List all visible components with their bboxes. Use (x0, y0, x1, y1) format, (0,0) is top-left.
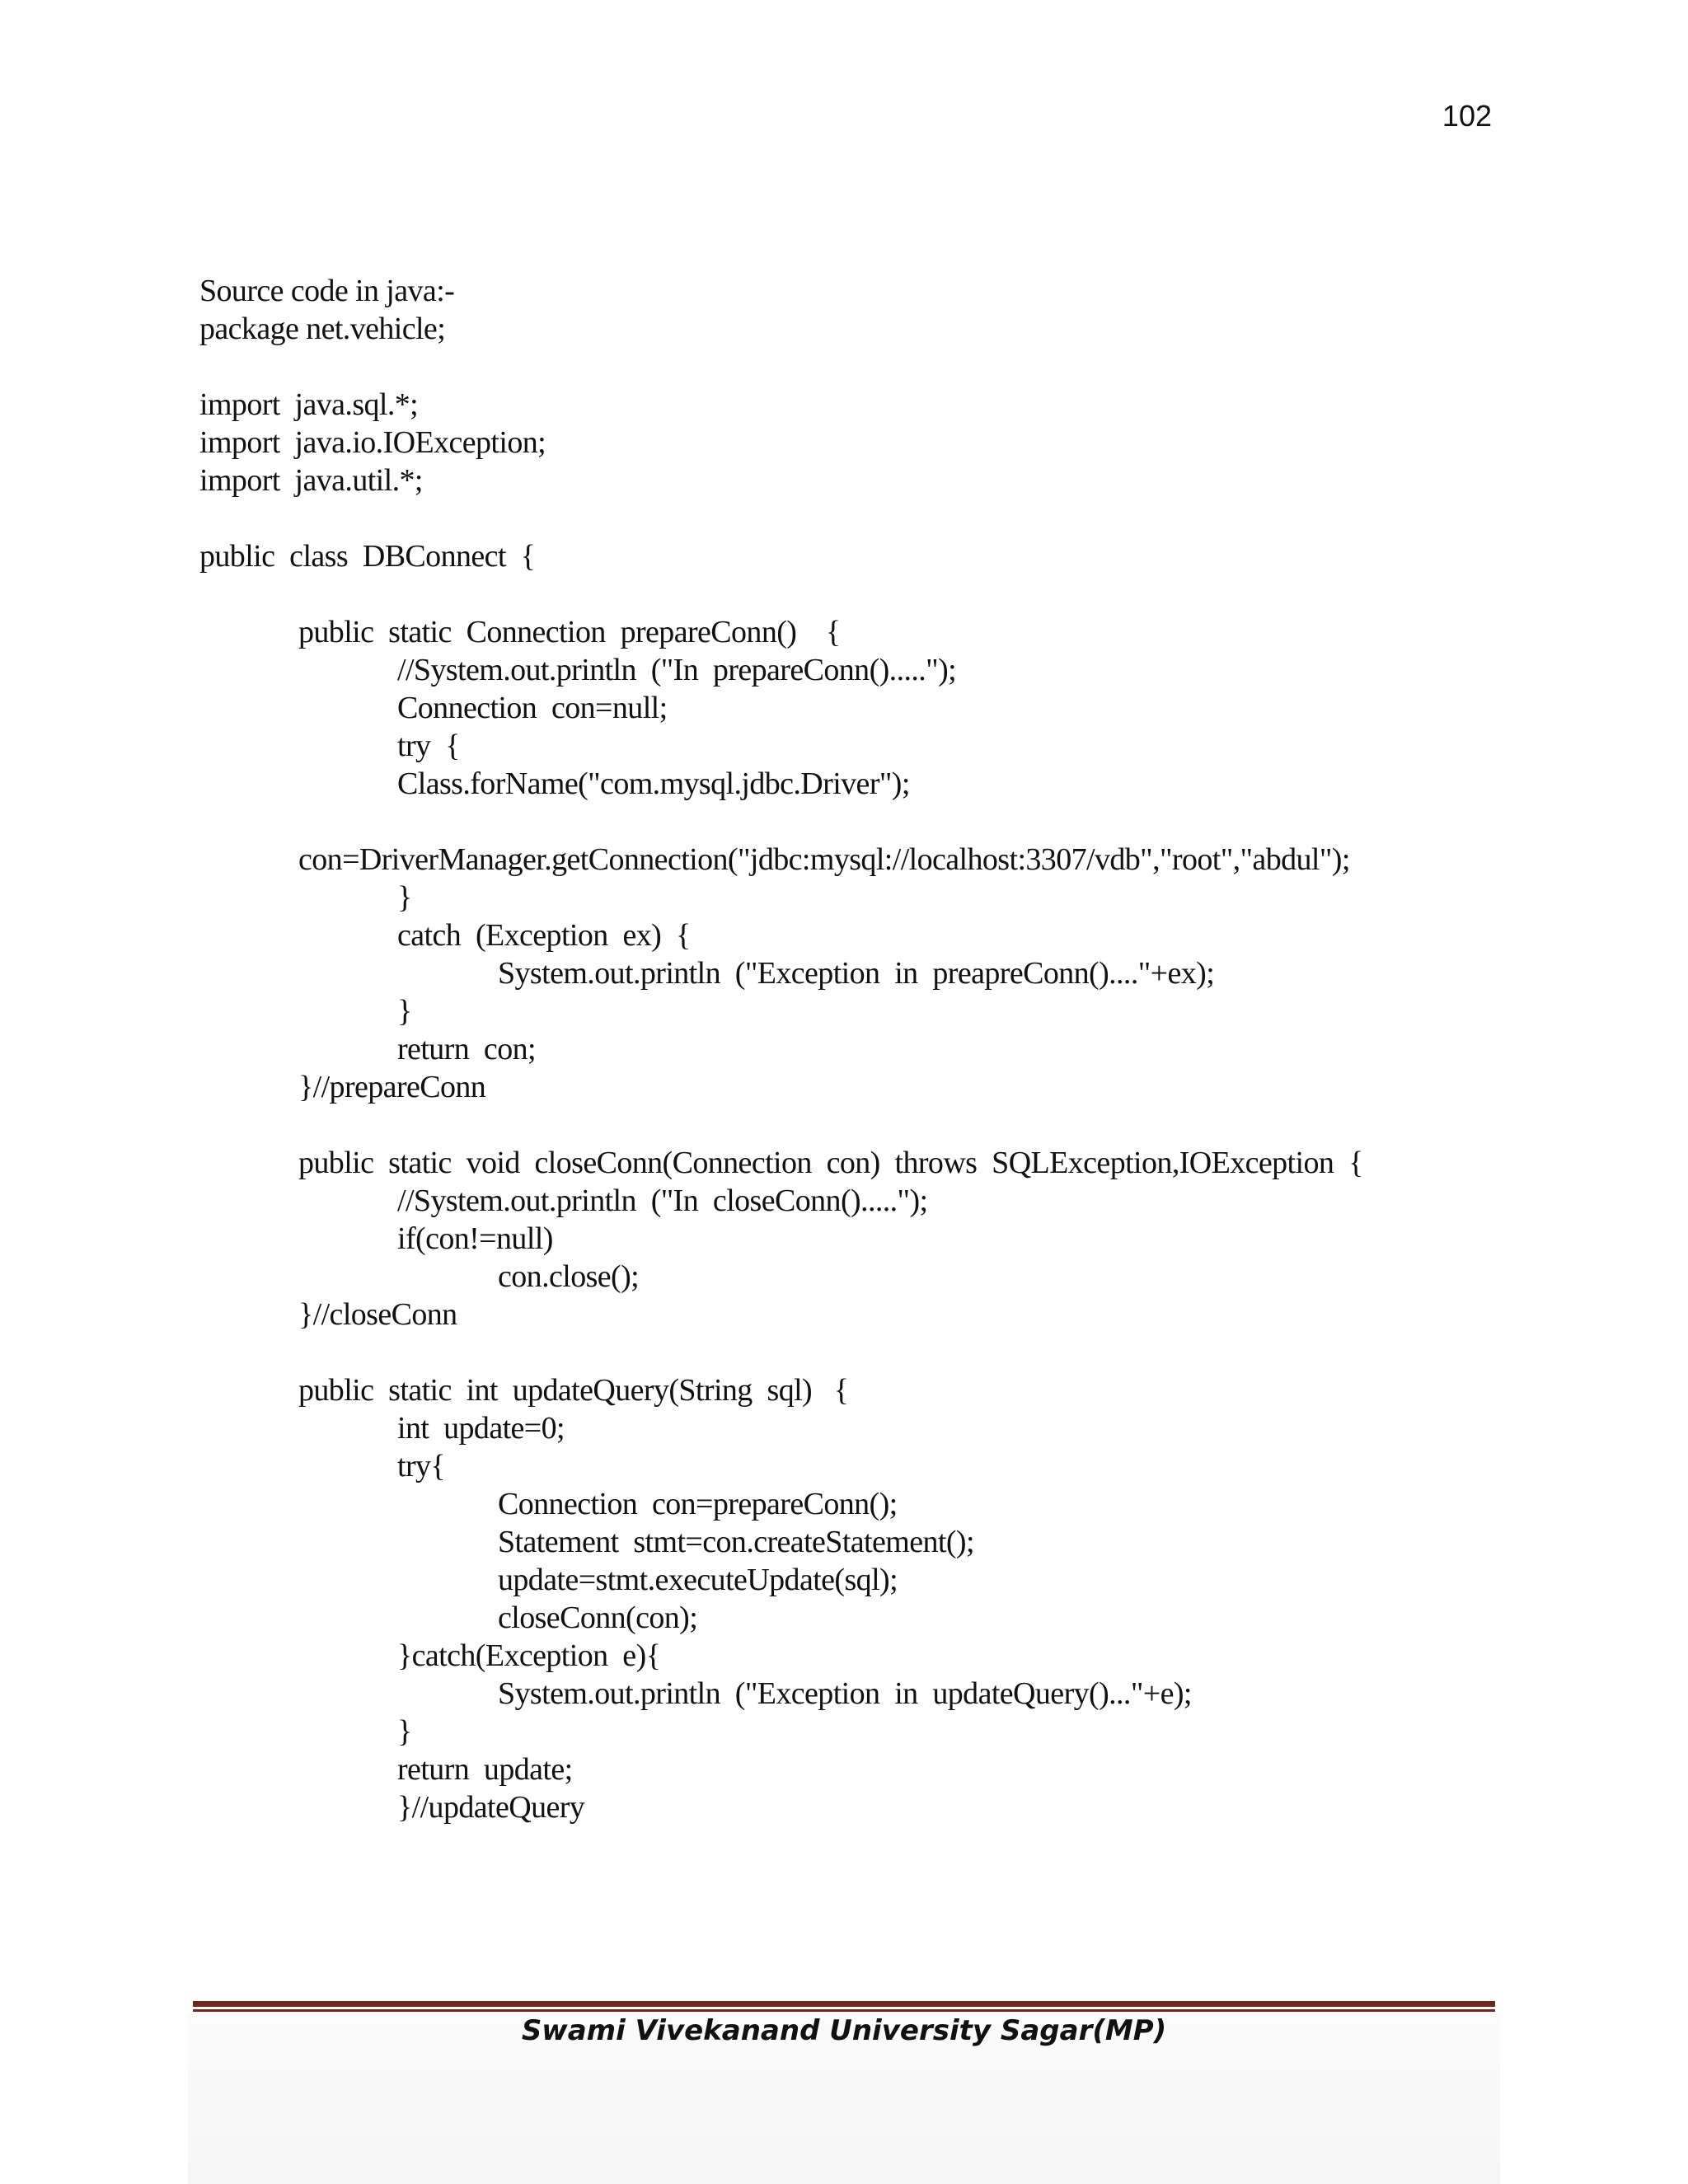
code-line: try { (397, 729, 460, 763)
blank-line (199, 1333, 1551, 1371)
code-line: con=DriverManager.getConnection("jdbc:mysql://localhost:3307/vdb","root","abdul"); (298, 842, 1350, 877)
code-line: Statement stmt=con.createStatement(); (498, 1525, 974, 1559)
code-line: return con; (397, 1032, 536, 1066)
code-line: import java.io.IOException; (199, 425, 546, 460)
blank-line (199, 575, 1551, 613)
code-line: System.out.println ("Exception in updateQuery()..."+e); (498, 1676, 1192, 1711)
code-line: }catch(Exception e){ (397, 1638, 661, 1673)
code-line: public static Connection prepareConn() { (298, 615, 841, 649)
footer-rule-thin (193, 2009, 1495, 2012)
code-line: import java.util.*; (199, 463, 423, 498)
blank-line (199, 1106, 1551, 1144)
code-line: try{ (397, 1449, 446, 1483)
code-line: public class DBConnect { (199, 539, 536, 574)
code-line: }//updateQuery (397, 1790, 585, 1825)
code-line: public static int updateQuery(String sql) { (298, 1373, 849, 1408)
code-line: catch (Exception ex) { (397, 918, 691, 953)
blank-line (199, 348, 1551, 386)
code-line: } (397, 880, 412, 915)
code-line: con.close(); (498, 1259, 640, 1294)
code-line: Connection con=null; (397, 691, 668, 725)
code-line: import java.sql.*; (199, 387, 419, 422)
blank-line (199, 803, 1551, 841)
blank-line (199, 499, 1551, 537)
code-line: //System.out.println ("In prepareConn()....."); (397, 653, 957, 687)
code-line: }//prepareConn (298, 1070, 486, 1104)
footer-university-name: Swami Vivekanand University Sagar(MP) (521, 2014, 1167, 2047)
code-line: //System.out.println ("In closeConn()....."); (397, 1183, 928, 1218)
code-line: public static void closeConn(Connection con) throws SQLException,IOException { (298, 1146, 1363, 1180)
code-line: update=stmt.executeUpdate(sql); (498, 1563, 898, 1597)
code-line: closeConn(con); (498, 1601, 698, 1635)
code-line: if(con!=null) (397, 1221, 553, 1256)
footer-rule-thick (193, 2001, 1495, 2007)
code-line: Connection con=prepareConn(); (498, 1487, 898, 1521)
code-line: System.out.println ("Exception in preapreConn()...."+ex); (498, 956, 1215, 991)
source-code-block (199, 272, 1551, 1826)
code-line: int update=0; (397, 1411, 565, 1446)
code-line: package net.vehicle; (199, 312, 446, 346)
code-line: }//closeConn (298, 1297, 457, 1332)
code-line: } (397, 994, 412, 1029)
code-line: Source code in java:- (199, 274, 455, 308)
page-number: 102 (1442, 99, 1492, 133)
code-line: return update; (397, 1752, 573, 1787)
code-line: } (397, 1714, 412, 1749)
code-line: Class.forName("com.mysql.jdbc.Driver"); (397, 766, 910, 801)
